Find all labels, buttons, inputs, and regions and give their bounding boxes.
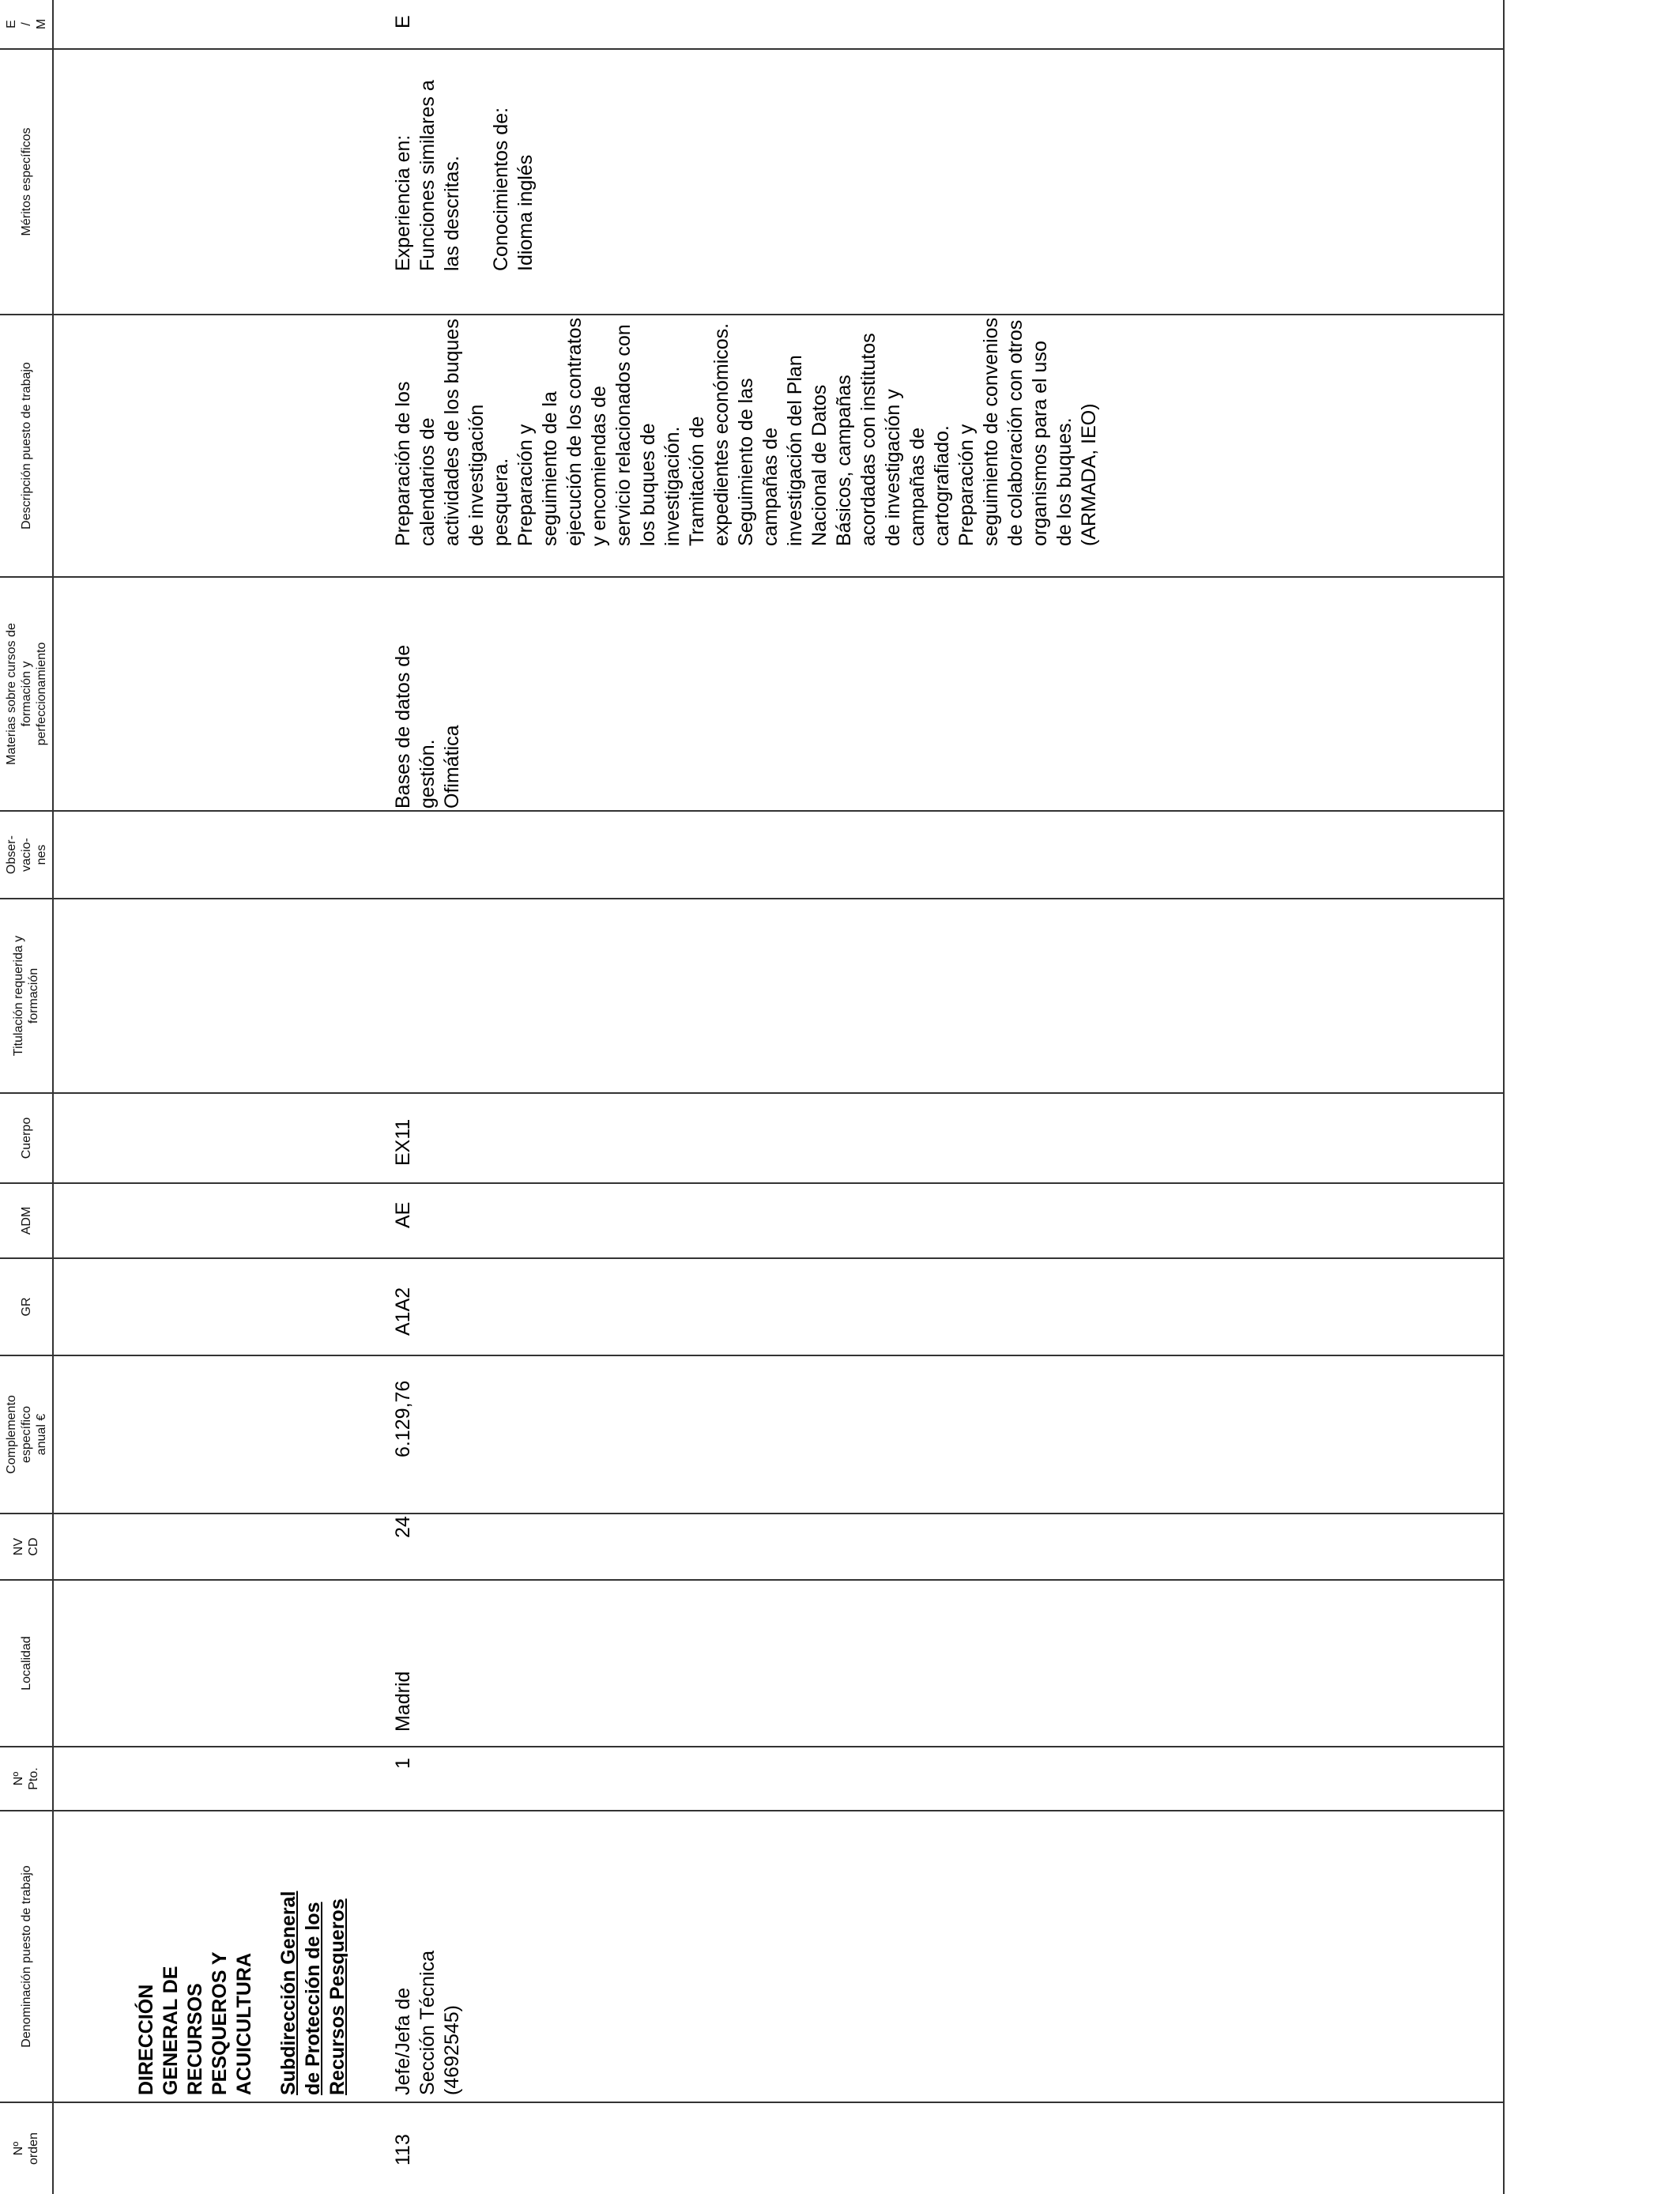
column-divider [0,48,1503,50]
column-divider [0,810,1503,812]
header-observaciones: Obser- vacio- nes [4,835,48,874]
column-divider [0,1092,1503,1094]
header-adm: ADM [19,1206,33,1235]
header-npto: Nº Pto. [12,1767,40,1790]
header-meritos: Méritos específicos [19,127,33,236]
meritos-experiencia-label: Experiencia en: [392,134,414,271]
header-localidad: Localidad [19,1636,33,1691]
cell-adm: AE [392,1201,414,1228]
header-em: E / M [4,18,48,30]
cell-nvcd: 24 [392,1516,414,1538]
descripcion-item: Seguimiento de las campañas de investigación del Plan Nacional de Datos Básicos, campañas acordadas con institutos de investigación y campañas de cartografiado. [735,333,953,546]
cell-em: E [392,15,414,28]
descripcion-item: Preparación y seguimiento de convenios de colaboración con otros organismos para el uso de los buques. (ARMADA, IEO) [955,317,1100,546]
column-divider [0,1513,1503,1514]
cell-gr: A1A2 [392,1287,414,1336]
subdireccion-general: Subdirección General de Protección de los Recursos Pesqueros [277,1891,348,2095]
cell-denominacion: Jefe/Jefa de Sección Técnica (4692545) [392,1951,463,2095]
cell-materias [391,579,465,809]
column-divider [0,1579,1503,1581]
cell-descripcion [391,317,1102,546]
descripcion-item: Tramitación de expedientes económicos. [686,322,733,546]
header-complemento: Complemento específico anual € [4,1395,48,1474]
column-divider [0,1355,1503,1356]
cell-orden: 113 [392,2134,414,2166]
materias-item: Ofimática [441,725,463,809]
header-nvcd: NV CD [12,1537,40,1556]
column-divider [0,2102,1503,2103]
cell-meritos [391,58,538,271]
cell-npto: 1 [392,1758,414,1769]
descripcion-item: Preparación y seguimiento de la ejecución de los contratos y encomiendas de servicio relacionados con los buques de investigación. [514,317,684,546]
column-divider [0,576,1503,578]
column-divider [0,1810,1503,1811]
column-divider [0,1182,1503,1184]
header-cuerpo: Cuerpo [19,1117,33,1159]
meritos-conocimientos-label: Conocimientos de: [490,107,512,271]
header-titulacion: Titulación requerida y formación [12,935,40,1057]
descripcion-item: Preparación de los calendarios de actividades de los buques de investigación pesquera. [392,319,512,546]
column-divider [0,898,1503,899]
header-materias: Materias sobre cursos de formación y perfeccionamiento [4,623,48,765]
column-divider [0,1257,1503,1259]
header-descripcion: Descripción puesto de trabajo [19,362,33,530]
direccion-general: DIRECCIÓN GENERAL DE RECURSOS PESQUEROS Y ACUICULTURA [135,1951,255,2095]
table-bottom-border [1503,0,1505,2194]
org-heading [134,1937,257,2095]
cell-complemento: 6.129,76 [392,1380,414,1457]
cell-cuerpo: EX11 [392,1118,414,1166]
meritos-experiencia: Funciones similares a las descritas. [416,80,463,271]
cell-localidad: Madrid [392,1671,414,1732]
header-orden: Nº orden [12,2132,40,2165]
meritos-conocimientos: Idioma inglés [514,154,537,271]
column-divider [0,314,1503,315]
org-subheading [277,1890,350,2095]
header-denominacion: Denominación puesto de trabajo [19,1865,33,2048]
materias-item: Bases de datos de gestión. [392,644,439,809]
header-gr: GR [19,1297,33,1317]
column-divider [0,1746,1503,1747]
header-divider [52,0,54,2194]
